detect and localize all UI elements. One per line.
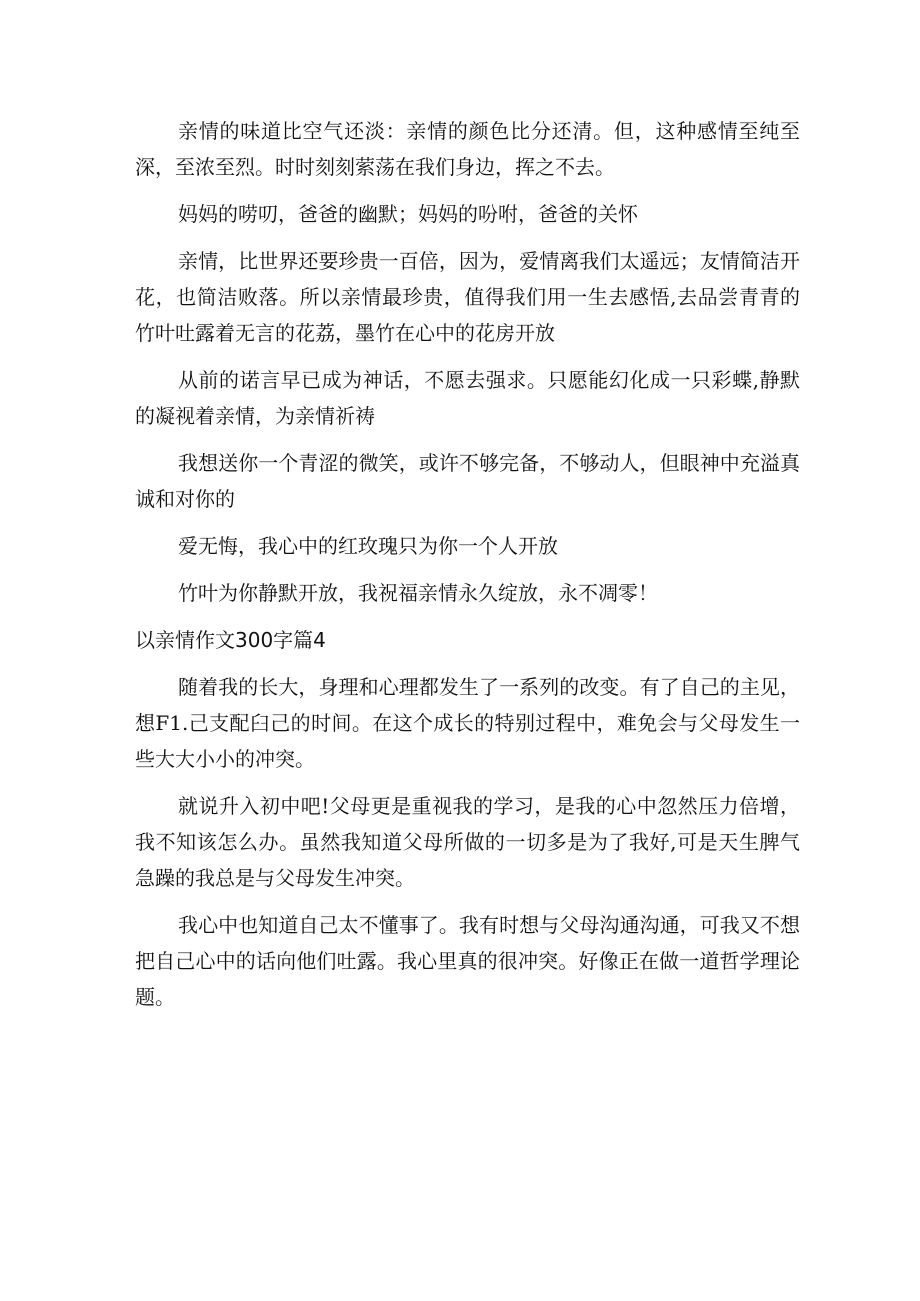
paragraph: 我心中也知道自己太不懂事了。我有时想与父母沟通沟通，可我又不想把自己心中的话向他们吐露。我心里真的很冲突。好像正在做一道哲学理论题。 xyxy=(135,913,800,1009)
paragraph: 亲情的味道比空气还淡：亲情的颜色比分还清。但，这种感情至纯至深，至浓至烈。时时刻刻萦荡在我们身边，挥之不去。 xyxy=(135,119,800,179)
paragraph: 我想送你一个青涩的微笑，或许不够完备，不够动人，但眼神中充溢真诚和对你的 xyxy=(135,451,800,511)
paragraph: 亲情，比世界还要珍贵一百倍，因为，爱情离我们太遥远；友情简洁开花，也简洁败落。所以亲情最珍贵，值得我们用一生去感悟,去品尝青青的竹叶吐露着无言的花荔，墨竹在心中的花房开放 xyxy=(135,249,800,345)
paragraph: 随着我的长大，身理和心理都发生了一系列的改变。有了自己的主见，想F1.己支配臼己的时间。在这个成长的特别过程中，难免会与父母发生一些大大小小的冲突。 xyxy=(135,675,800,771)
paragraph: 从前的诺言早已成为神话，不愿去强求。只愿能幻化成一只彩蝶,静默的凝视着亲情，为亲情祈祷 xyxy=(135,368,800,428)
section-heading: 以亲情作文300字篇4 xyxy=(135,628,326,652)
paragraph: 竹叶为你静默开放，我祝福亲情永久绽放，永不凋零！ xyxy=(178,581,658,605)
document-body xyxy=(135,113,800,1026)
paragraph: 就说升入初中吧!父母更是重视我的学习，是我的心中忽然压力倍增，我不知该怎么办。虽然我知道父母所做的一切多是为了我好,可是天生脾气急躁的我总是与父母发生冲突。 xyxy=(135,794,800,890)
paragraph: 爱无悔，我心中的红玫瑰只为你一个人开放 xyxy=(178,534,558,558)
paragraph: 妈妈的唠叨，爸爸的幽默；妈妈的吩咐，爸爸的关怀 xyxy=(178,202,638,226)
